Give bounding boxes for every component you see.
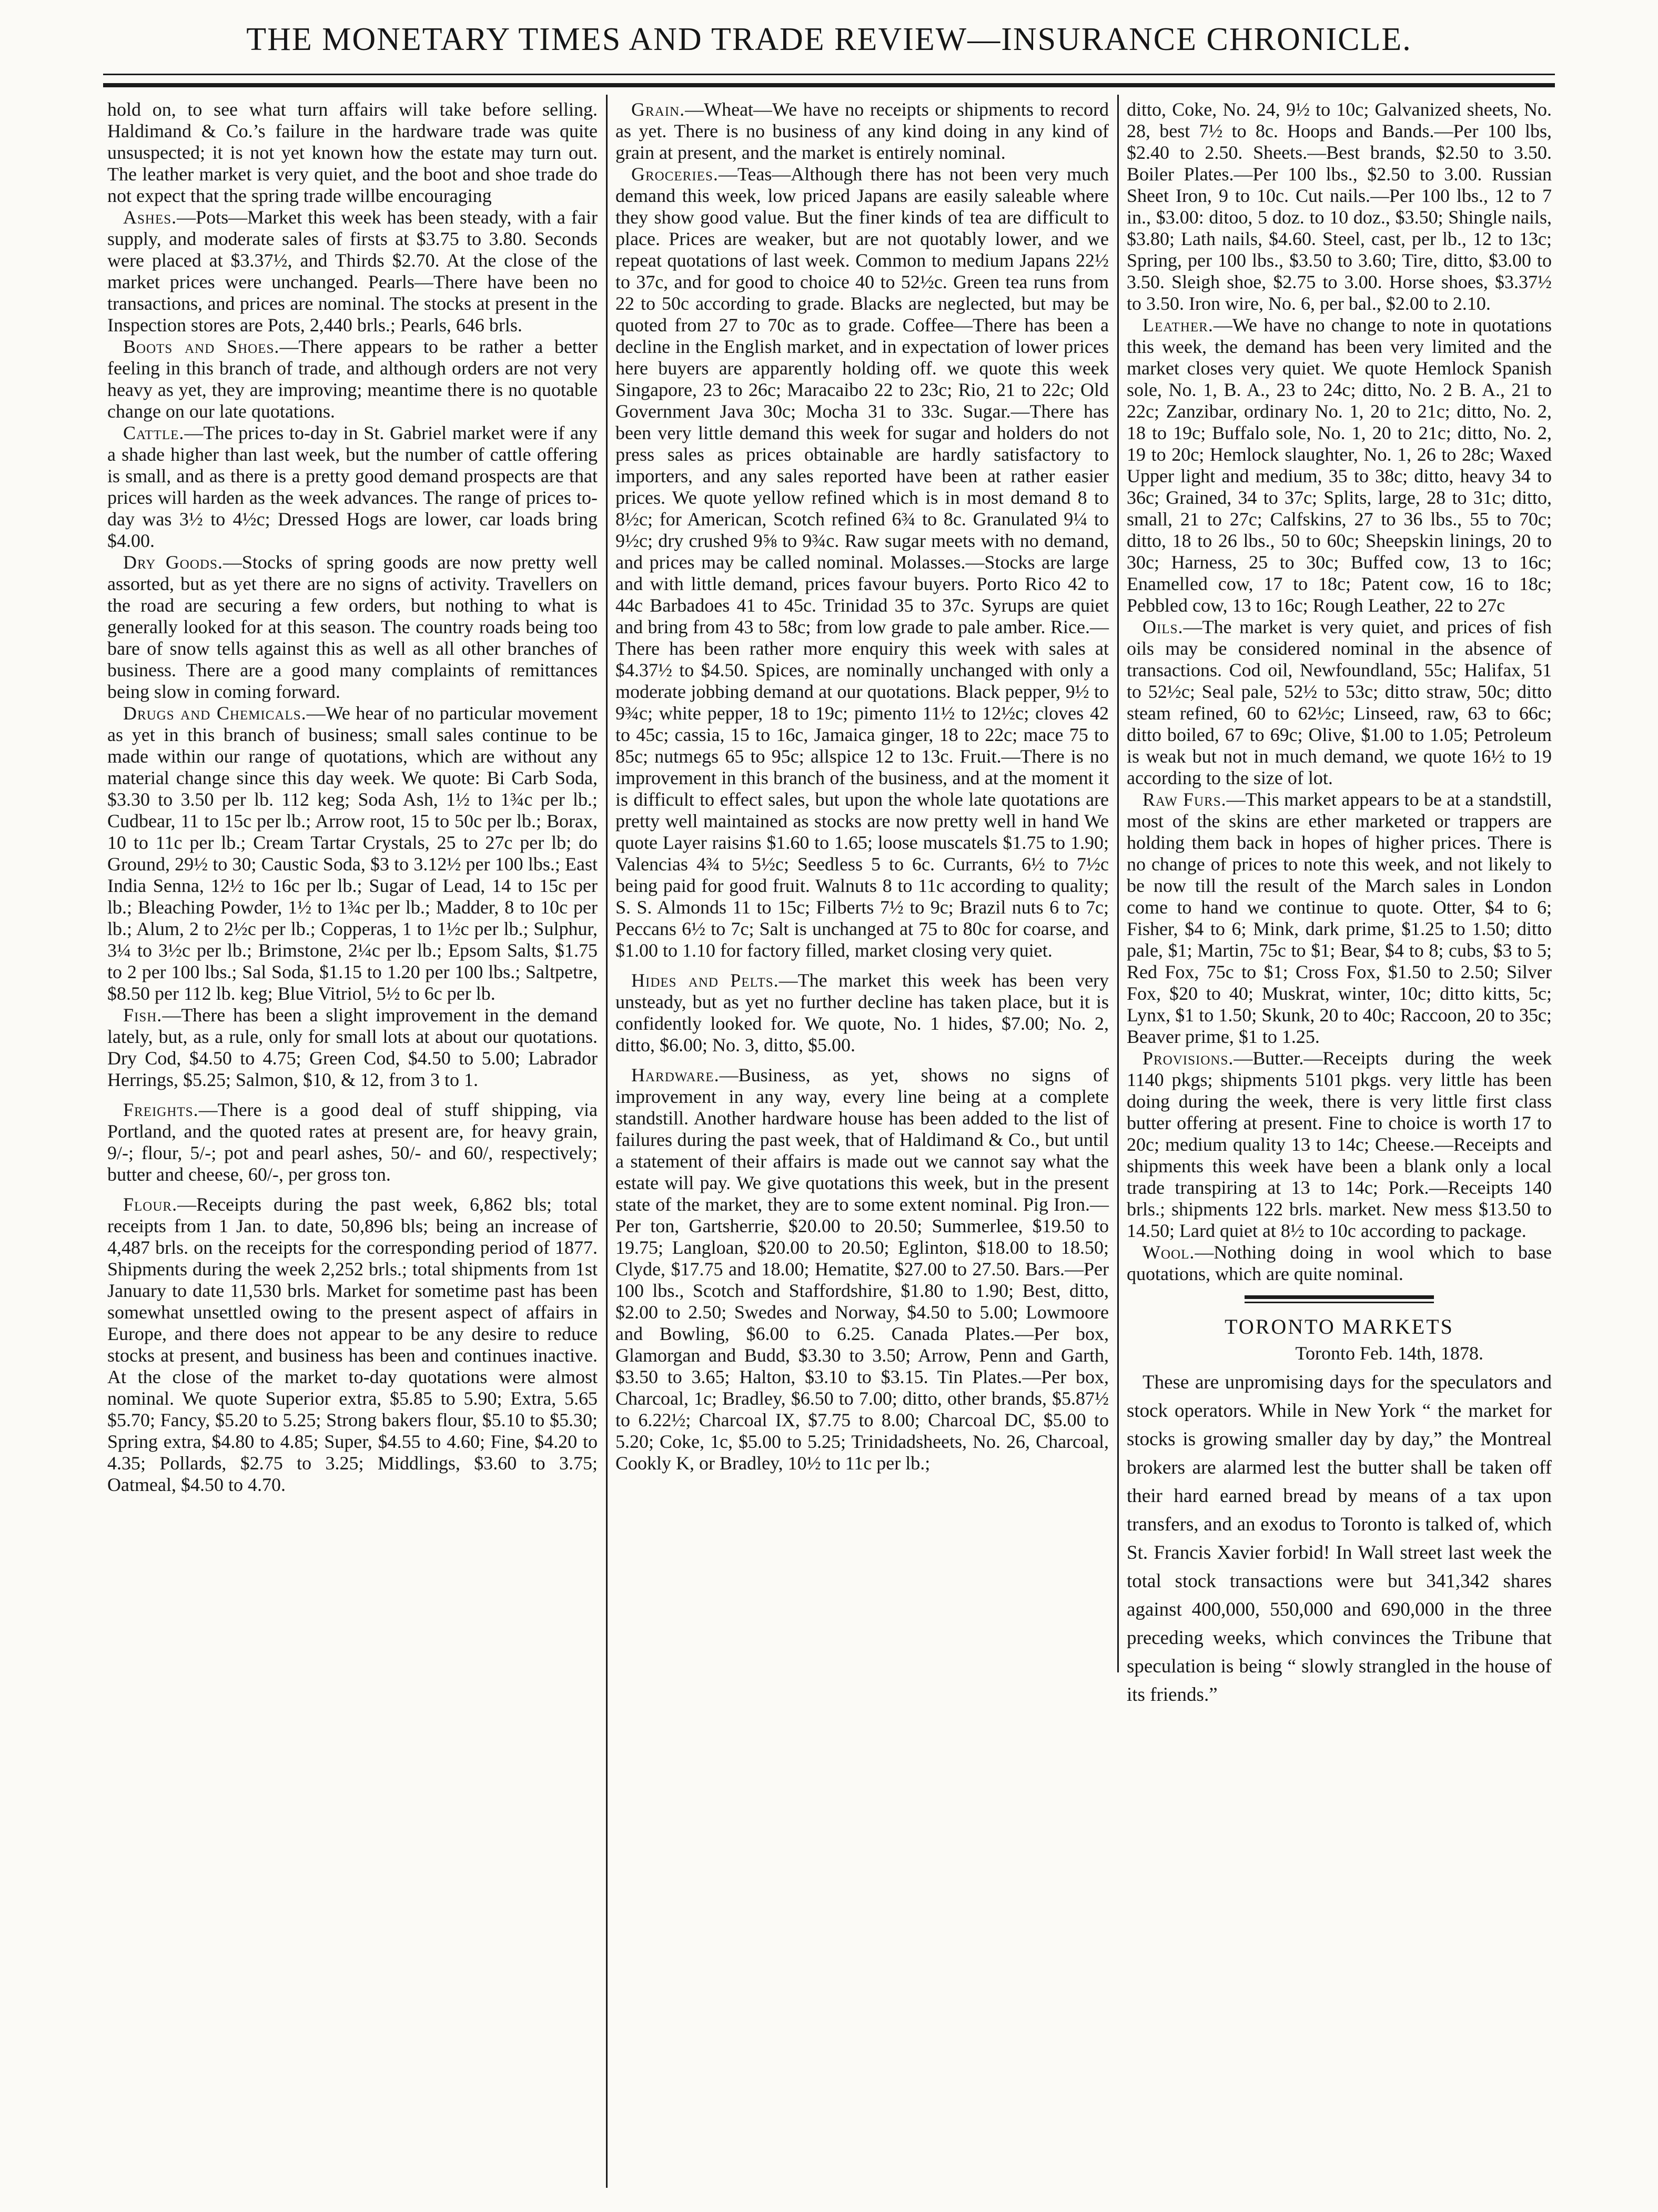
flour-heading: Flour.: [123, 1194, 178, 1215]
column-3: [1127, 99, 1552, 1709]
leather-heading: Leather.: [1143, 314, 1214, 336]
provisions-heading: Provisions.: [1143, 1048, 1234, 1069]
column-1: [107, 99, 598, 1496]
column-2: [615, 99, 1109, 1474]
raw-furs-heading: Raw Furs.: [1143, 789, 1227, 810]
masthead-rule-thick: [103, 83, 1555, 87]
boots-shoes-heading: Boots and Shoes.: [123, 336, 280, 357]
wool-heading: Wool.: [1143, 1242, 1195, 1263]
wool-paragraph: Wool.—Nothing doing in wool which to base quotations, which are quite nominal.: [1127, 1242, 1552, 1284]
hides-pelts-heading: Hides and Pelts.: [631, 970, 779, 991]
section-divider: [1245, 1295, 1434, 1303]
drugs-chemicals-heading: Drugs and Chemicals.: [123, 703, 307, 724]
cattle-paragraph: Cattle.—The prices to-day in St. Gabriel market were if any a shade higher than last week, but the number of cattle offering is small, and as there is a pretty good demand prospects are that prices will harden as the week advances. The range of prices to-day was 3½ to 4½c; Dressed Hogs are lower, car loads bring $4.00.: [107, 422, 598, 551]
leather-paragraph: Leather.—We have no change to note in quotations this week, the demand has been very limited and the market closes very quiet. We quote Hemlock Spanish sole, No. 1, B. A., 23 to 24c; ditto, No. 2 B. A., 21 to 22c; Zanzibar, ordinary No. 1, 20 to 21c; ditto, No. 2, 18 to 19c; Buffalo sole, No. 1, 20 to 21c; ditto, No. 2, 19 to 20c; Hemlock slaughter, No. 1, 26 to 28c; Waxed Upper light and medium, 35 to 38c; ditto, heavy 34 to 36c; Grained, 34 to 37c; Splits, large, 28 to 31c; ditto, small, 21 to 27c; Calfskins, 27 to 36 lbs., 55 to 70c; ditto, 18 to 26 lbs., 50 to 60c; Sheepskin linings, 20 to 30c; Harness, 25 to 30c; Buffed cow, 13 to 16c; Enamelled cow, 17 to 18c; Patent cow, 16 to 18c; Pebbled cow, 13 to 16c; Rough Leather, 22 to 27c: [1127, 314, 1552, 616]
toronto-markets-body: These are unpromising days for the speculators and stock operators. While in New York “ the market for stocks is growing smaller day by day,” the Montreal brokers are alarmed lest the butter shall be taken off their hard earned bread by means of a tax upon transfers, and an exodus to Toronto is talked of, which St. Francis Xavier forbid! In Wall street last week the total stock transactions were but 341,342 shares against 400,000, 550,000 and 690,000 in the three preceding weeks, which convinces the Tribune that speculation is being “ slowly strangled in the house of its friends.”: [1127, 1372, 1552, 1706]
masthead: THE MONETARY TIMES AND TRADE REVIEW—INSURANCE CHRONICLE.: [246, 22, 1412, 57]
drugs-chemicals-paragraph: Drugs and Chemicals.—We hear of no particular movement as yet in this branch of business; small sales continue to be made within our range of quotations, which are without any material change since this day week. We quote: Bi Carb Soda, $3.30 to 3.50 per lb. 112 keg; Soda Ash, 1½ to 1¾c per lb.; Cudbear, 11 to 15c per lb.; Arrow root, 15 to 50c per lb.; Borax, 10 to 11c per lb.; Cream Tartar Crystals, 25 to 27c per lb; do Ground, 29½ to 30; Caustic Soda, $3 to 3.12½ per 100 lbs.; East India Senna, 12½ to 16c per lb.; Sugar of Lead, 14 to 15c per lb.; Bleaching Powder, 1½ to 1¾c per lb.; Madder, 8 to 10c per lb.; Alum, 2 to 2½c per lb.; Copperas, 1 to 1½c per lb.; Sulphur, 3¼ to 3½c per lb.; Brimstone, 2¼c per lb.; Epsom Salts, $1.75 to 2 per 100 lbs.; Sal Soda, $1.15 to 1.20 per 100 lbs.; Saltpetre, $8.50 per 112 lb. keg; Blue Vitriol, 5½ to 6c per lb.: [107, 703, 598, 1004]
dry-goods-paragraph: Dry Goods.—Stocks of spring goods are now pretty well assorted, but as yet there are no signs of activity. Travellers on the road are securing a few orders, but nothing to what is generally looked for at this season. The country roads being too bare of snow tells against this as well as all other branches of business. There are a good many complaints of remittances being slow in coming forward.: [107, 552, 598, 702]
ashes-heading: Ashes.: [123, 207, 177, 228]
freights-heading: Freights.: [123, 1099, 199, 1120]
freights-paragraph: Freights.—There is a good deal of stuff shipping, via Portland, and the quoted rates at present are, for heavy grain, 9/-; flour, 5/-; pot and pearl ashes, 50/- and 60/, respectively; butter and cheese, 60/-, per gross ton.: [107, 1099, 598, 1185]
dry-goods-heading: Dry Goods.: [123, 552, 223, 573]
groceries-paragraph: Groceries.—Teas—Although there has not been very much demand this week, low priced Japans are easily saleable where they show good value. But the finer kinds of tea are difficult to place. Prices are weaker, but are not quotably lower, and we repeat quotations of last week. Common to medium Japans 22½ to 37c, and for good to choice 40 to 52½c. Green tea runs from 22 to 50c according to grade. Blacks are neglected, but may be quoted from 27 to 70c as to grade. Coffee—There has been a decline in the English market, and in expectation of lower prices here buyers are apparently holding off. we quote this week Singapore, 23 to 26c; Maracaibo 22 to 23c; Rio, 21 to 22c; Old Government Java 30c; Mocha 31 to 33c. Sugar.—There has been very little demand this week for sugar and holders do not press sales as prices obtainable are hardly satisfactory to importers, and any sales reported have been at rather easier prices. We quote yellow refined which is in most demand 8 to 8½c; for American, Scotch refined 6¾ to 8c. Granulated 9¼ to 9½c; dry crushed 9⅝ to 9¾c. Raw sugar meets with no demand, and prices may be called nominal. Molasses.—Stocks are large and with little demand, prices favour buyers. Porto Rico 42 to 44c Barbadoes 41 to 45c. Trinidad 35 to 37c. Syrups are quiet and bring from 43 to 58c; from low grade to pale amber. Rice.—There has been rather more enquiry this week with sales at $4.37½ to $4.50. Spices, are nominally unchanged with only a moderate jobbing demand at our quotations. Black pepper, 9½ to 9¾c; white pepper, 18 to 19c; pimento 11½ to 12½c; cloves 42 to 45c; cassia, 15 to 16c, Jamaica ginger, 18 to 22c; mace 75 to 85c; nutmegs 65 to 95c; allspice 12 to 13c. Fruit.—There is no improvement in this branch of the business, and at the moment it is difficult to effect sales, but upon the whole late quotations are pretty well maintained as stocks are now pretty well in hand We quote Layer raisins $1.60 to 1.65; loose muscatels $1.75 to 1.90; Valencias 4¾ to 5½c; Seedless 5 to 6c. Currants, 6½ to 7½c being paid for good fruit. Walnuts 8 to 11c according to quality; S. S. Almonds 11 to 15c; Filberts 7½ to 9c; Brazil nuts 6 to 7c; Peccans 6½ to 7c; Salt is unchanged at 75 to 80c for coarse, and $1.00 to 1.10 for factory filled, market closing very quiet.: [615, 164, 1109, 961]
boots-shoes-paragraph: Boots and Shoes.—There appears to be rather a better feeling in this branch of trade, and although orders are not very heavy as yet, they are improving; meantime there is no quotable change on our late quotations.: [107, 336, 598, 422]
toronto-dateline: Toronto Feb. 14th, 1878.: [1295, 1343, 1483, 1364]
provisions-paragraph: Provisions.—Butter.—Receipts during the week 1140 pkgs; shipments 5101 pkgs. very little has been doing during the week, there is very little first class butter offering at present. Fine to choice is worth 17 to 20c; medium quality 13 to 14c; Cheese.—Receipts and shipments this week have been a blank only a local trade transpiring at 13 to 14c; Pork.—Receipts 140 brls.; shipments 122 brls. market. New mess $13.50 to 14.50; Lard quiet at 8½ to 10c according to package.: [1127, 1048, 1552, 1241]
grain-heading: Grain.: [631, 99, 685, 120]
leather-boots-continuation: hold on, to see what turn affairs will take before selling. Haldimand & Co.’s failure in the hardware trade was quite unsuspected; it is not yet known how the estate may turn out. The leather market is very quiet, and the boot and shoe trade do not expect that the spring trade willbe encouraging: [107, 99, 598, 206]
oils-paragraph: Oils.—The market is very quiet, and prices of fish oils may be considered nominal in the absence of transactions. Cod oil, Newfoundland, 55c; Halifax, 51 to 52½c; Seal pale, 52½ to 53c; ditto straw, 50c; ditto steam refined, 60 to 62½c; Linseed, raw, 63 to 66c; ditto boiled, 67 to 69c; Olive, $1.00 to 1.05; Petroleum is weak but not in much demand, we quote 16½ to 19 according to the size of lot.: [1127, 616, 1552, 788]
hides-pelts-paragraph: Hides and Pelts.—The market this week has been very unsteady, but as yet no further decline has taken place, but it is confidently looked for. We quote, No. 1 hides, $7.00; No. 2, ditto, $6.00; No. 3, ditto, $5.00.: [615, 970, 1109, 1056]
hardware-heading: Hardware.: [631, 1064, 720, 1085]
cattle-heading: Cattle.: [123, 422, 185, 443]
toronto-markets-heading: TORONTO MARKETS: [1225, 1315, 1454, 1338]
raw-furs-paragraph: Raw Furs.—This market appears to be at a standstill, most of the skins are ether marketed or trappers are holding them back in hopes of higher prices. There is no change of prices to note this week, and not likely to be now till the result of the March sales in London come to hand we continue to quote. Otter, $4 to 6; Fisher, $4 to 6; Mink, dark prime, $1.25 to 1.50; ditto pale, $1; Martin, 75c to $1; Bear, $4 to 8; cubs, $3 to 5; Red Fox, 75c to $1; Cross Fox, $1.50 to 2.50; Silver Fox, $20 to 40; Muskrat, winter, 10c; ditto kitts, 5c; Lynx, $1 to 1.50; Skunk, 20 to 40c; Raccoon, 20 to 35c; Beaver prime, $1 to 1.25.: [1127, 789, 1552, 1047]
hardware-paragraph: Hardware.—Business, as yet, shows no signs of improvement in any way, every line being at a complete standstill. Another hardware house has been added to the list of failures during the past week, that of Haldimand & Co., but until a statement of their affairs is made out we cannot say what the estate will pay. We give quotations this week, but in the present state of the market, they are to some extent nominal. Pig Iron.—Per ton, Gartsherrie, $20.00 to 20.50; Summerlee, $19.50 to 19.75; Langloan, $20.00 to 20.50; Eglinton, $18.00 to 18.50; Clyde, $17.75 and 18.00; Hematite, $27.00 to 27.50. Bars.—Per 100 lbs., Scotch and Staffordshire, $1.80 to 1.90; Best, ditto, $2.00 to 2.50; Swedes and Norway, $4.50 to 5.00; Lowmoore and Bowling, $6.00 to 6.25. Canada Plates.—Per box, Glamorgan and Budd, $3.30 to 3.50; Arrow, Penn and Garth, $3.50 to 3.65; Halton, $3.10 to $3.15. Tin Plates.—Per box, Charcoal, 1c; Bradley, $6.50 to 7.00; ditto, other brands, $5.87½ to 6.22½; Charcoal IX, $7.75 to 8.00; Charcoal DC, $5.00 to 5.20; Coke, 1c, $5.00 to 5.25; Trinidadsheets, No. 26, Charcoal, Cookly K, or Bradley, 10½ to 11c per lb.;: [615, 1064, 1109, 1474]
groceries-heading: Groceries.: [631, 164, 719, 185]
fish-heading: Fish.: [123, 1004, 163, 1026]
column-rule-1: [606, 95, 608, 2188]
hardware-continuation: ditto, Coke, No. 24, 9½ to 10c; Galvanized sheets, No. 28, best 7½ to 8c. Hoops and Bands.—Per 100 lbs, $2.40 to 2.50. Sheets.—Best brands, $2.50 to 3.50. Boiler Plates.—Per 100 lbs., $2.50 to 3.00. Russian Sheet Iron, 9 to 10c. Cut nails.—Per 100 lbs., 12 to 7 in., $3.00: ditoo, 5 doz. to 10 doz., $3.50; Shingle nails, $3.80; Lath nails, $4.60. Steel, cast, per lb., 12 to 13c; Spring, per 100 lbs., $3.50 to 3.60; Tire, ditto, $3.00 to 3.50. Sleigh shoe, $2.75 to 3.00. Horse shoes, $3.37½ to 3.50. Iron wire, No. 6, per bal., $2.00 to 2.10.: [1127, 99, 1552, 314]
ashes-paragraph: Ashes.—Pots—Market this week has been steady, with a fair supply, and moderate sales of firsts at $3.75 to 3.80. Seconds were placed at $3.37½, and Thirds $2.70. At the close of the market prices were unchanged. Pearls—There have been no transactions, and prices are nominal. The stocks at present in the Inspection stores are Pots, 2,440 brls.; Pearls, 646 brls.: [107, 207, 598, 336]
grain-paragraph: Grain.—Wheat—We have no receipts or shipments to record as yet. There is no business of any kind doing in any kind of grain at present, and the market is entirely nominal.: [615, 99, 1109, 163]
column-rule-2: [1117, 95, 1119, 1672]
flour-paragraph: Flour.—Receipts during the past week, 6,862 bls; total receipts from 1 Jan. to date, 50,896 bls; being an increase of 4,487 brls. on the receipts for the corresponding period of 1877. Shipments during the week 2,252 brls.; total shipments from 1st January to date 11,530 brls. Market for sometime past has been somewhat unsettled owing to the present aspect of affairs in Europe, and there does not appear to be any desire to reduce stocks at present, and business has been and continues inactive. At the close of the market to-day quotations were almost nominal. We quote Superior extra, $5.85 to 5.90; Extra, 5.65 $5.70; Fancy, $5.20 to 5.25; Strong bakers flour, $5.10 to $5.30; Spring extra, $4.80 to 4.85; Super, $4.55 to 4.60; Fine, $4.20 to 4.35; Pollards, $2.75 to 3.25; Middlings, $3.60 to 3.75; Oatmeal, $4.50 to 4.70.: [107, 1194, 598, 1495]
fish-paragraph: Fish.—There has been a slight improvement in the demand lately, but, as a rule, only for small lots at about our quotations. Dry Cod, $4.50 to 4.75; Green Cod, $4.50 to 5.00; Labrador Herrings, $5.25; Salmon, $10, & 12, from 3 to 1.: [107, 1004, 598, 1090]
oils-heading: Oils.: [1143, 616, 1184, 637]
masthead-rule-thin: [103, 74, 1555, 75]
